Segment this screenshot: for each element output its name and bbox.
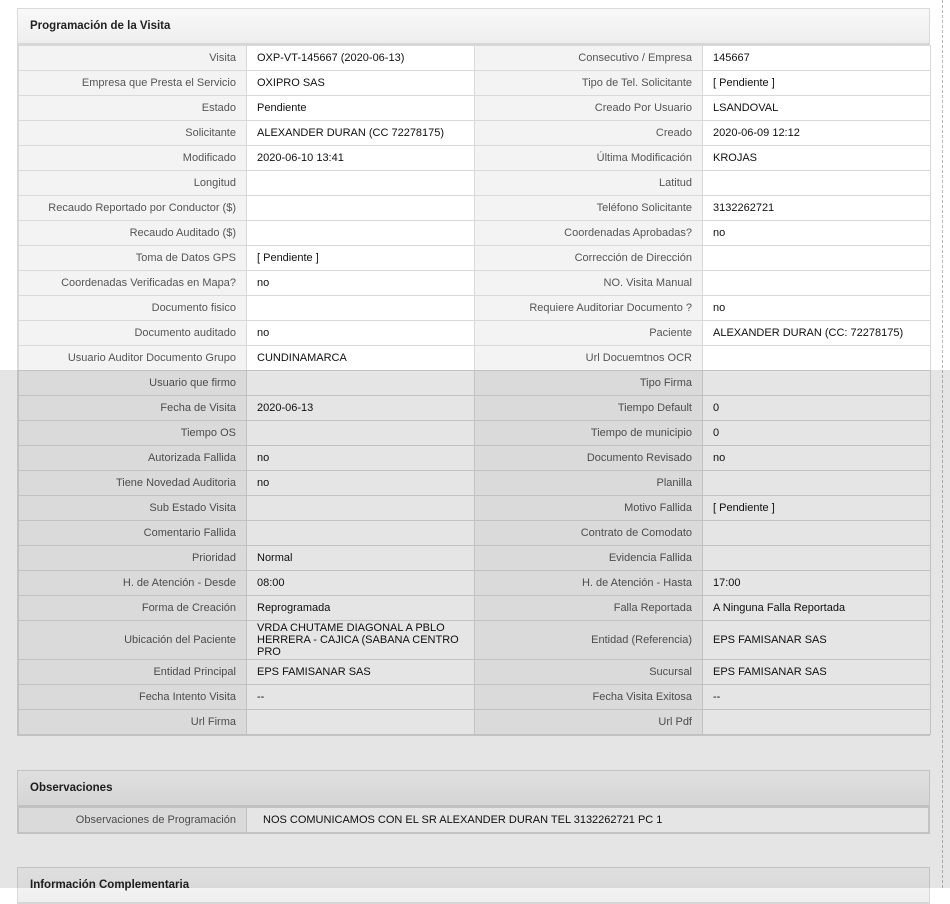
- field-value: no: [247, 271, 475, 296]
- field-value: no: [247, 321, 475, 346]
- field-label: Comentario Fallida: [19, 521, 247, 546]
- field-value: [247, 221, 475, 246]
- field-label: Creado Por Usuario: [475, 96, 703, 121]
- field-label: Documento Revisado: [475, 446, 703, 471]
- field-value: 0: [703, 396, 931, 421]
- field-label: Sucursal: [475, 660, 703, 685]
- field-label: H. de Atención - Desde: [19, 571, 247, 596]
- field-value: [703, 346, 931, 371]
- field-value: 2020-06-09 12:12: [703, 121, 931, 146]
- field-label: Recaudo Reportado por Conductor ($): [19, 196, 247, 221]
- field-label: Longitud: [19, 171, 247, 196]
- field-label: Autorizada Fallida: [19, 446, 247, 471]
- table-row: [19, 596, 931, 621]
- field-label: Tiene Novedad Auditoria: [19, 471, 247, 496]
- field-label: Url Firma: [19, 710, 247, 735]
- field-value: [703, 521, 931, 546]
- table-row: [19, 685, 931, 710]
- table-row: [19, 371, 931, 396]
- table-row: [19, 296, 931, 321]
- field-label: Tiempo OS: [19, 421, 247, 446]
- field-value: 17:00: [703, 571, 931, 596]
- field-value: Normal: [247, 546, 475, 571]
- field-value: --: [703, 685, 931, 710]
- table-row: [19, 46, 931, 71]
- field-value: [ Pendiente ]: [703, 71, 931, 96]
- field-value: [703, 171, 931, 196]
- field-label: Falla Reportada: [475, 596, 703, 621]
- field-value: no: [703, 296, 931, 321]
- field-value: A Ninguna Falla Reportada: [703, 596, 931, 621]
- field-value: [247, 171, 475, 196]
- field-value: no: [247, 446, 475, 471]
- field-value: [247, 421, 475, 446]
- panel-title: Información Complementaria: [18, 868, 929, 904]
- field-label: Coordenadas Verificadas en Mapa?: [19, 271, 247, 296]
- field-label: Fecha Intento Visita: [19, 685, 247, 710]
- field-label: NO. Visita Manual: [475, 271, 703, 296]
- field-value: no: [247, 471, 475, 496]
- field-value: no: [703, 446, 931, 471]
- table-row: [19, 710, 931, 735]
- table-row: [19, 521, 931, 546]
- field-value: --: [247, 685, 475, 710]
- table-row: [19, 171, 931, 196]
- field-label: Url Pdf: [475, 710, 703, 735]
- field-label: Prioridad: [19, 546, 247, 571]
- table-row: [19, 146, 931, 171]
- table-row: [19, 396, 931, 421]
- field-label: Sub Estado Visita: [19, 496, 247, 521]
- field-label: Coordenadas Aprobadas?: [475, 221, 703, 246]
- field-value: 2020-06-13: [247, 396, 475, 421]
- visit-schedule-panel: [17, 8, 930, 736]
- field-value: [ Pendiente ]: [703, 496, 931, 521]
- field-label: Entidad Principal: [19, 660, 247, 685]
- field-value: [247, 496, 475, 521]
- panel-title: Observaciones: [18, 771, 929, 807]
- field-label: Motivo Fallida: [475, 496, 703, 521]
- field-label: Fecha Visita Exitosa: [475, 685, 703, 710]
- field-value: 2020-06-10 13:41: [247, 146, 475, 171]
- field-value: ALEXANDER DURAN (CC 72278175): [247, 121, 475, 146]
- observations-table: [18, 807, 929, 833]
- field-value: [703, 271, 931, 296]
- field-label: Consecutivo / Empresa: [475, 46, 703, 71]
- table-row: [19, 221, 931, 246]
- table-row: [19, 321, 931, 346]
- field-label: Contrato de Comodato: [475, 521, 703, 546]
- field-label: Tiempo de municipio: [475, 421, 703, 446]
- field-value: [247, 196, 475, 221]
- table-row: [19, 246, 931, 271]
- field-value: LSANDOVAL: [703, 96, 931, 121]
- field-value: [703, 471, 931, 496]
- field-value: [ Pendiente ]: [247, 246, 475, 271]
- table-row: [19, 546, 931, 571]
- field-value: 0: [703, 421, 931, 446]
- field-label: Creado: [475, 121, 703, 146]
- field-label: Evidencia Fallida: [475, 546, 703, 571]
- field-label: Modificado: [19, 146, 247, 171]
- field-value: KROJAS: [703, 146, 931, 171]
- field-label: Tipo de Tel. Solicitante: [475, 71, 703, 96]
- field-value: Pendiente: [247, 96, 475, 121]
- page-edge-divider: [942, 0, 943, 888]
- field-label: Usuario Auditor Documento Grupo: [19, 346, 247, 371]
- field-value: EPS FAMISANAR SAS: [703, 660, 931, 685]
- field-label: Toma de Datos GPS: [19, 246, 247, 271]
- panel-title: Programación de la Visita: [18, 9, 929, 45]
- field-value: VRDA CHUTAME DIAGONAL A PBLO HERRERA - CAJICA (SABANA CENTRO PRO: [247, 621, 475, 660]
- table-row: [19, 496, 931, 521]
- field-label: Usuario que firmo: [19, 371, 247, 396]
- table-row: [19, 808, 929, 833]
- table-row: [19, 621, 931, 660]
- field-value: ALEXANDER DURAN (CC: 72278175): [703, 321, 931, 346]
- field-value: no: [703, 221, 931, 246]
- complementary-info-panel: [17, 867, 930, 904]
- visit-details-table: [18, 45, 931, 735]
- field-value: OXP-VT-145667 (2020-06-13): [247, 46, 475, 71]
- table-row: [19, 471, 931, 496]
- field-label: Forma de Creación: [19, 596, 247, 621]
- field-value: Reprogramada: [247, 596, 475, 621]
- table-row: [19, 71, 931, 96]
- field-label: Entidad (Referencia): [475, 621, 703, 660]
- table-row: [19, 660, 931, 685]
- table-row: [19, 271, 931, 296]
- field-value: 145667: [703, 46, 931, 71]
- field-value: 3132262721: [703, 196, 931, 221]
- field-value: OXIPRO SAS: [247, 71, 475, 96]
- field-label: Estado: [19, 96, 247, 121]
- field-label: Tiempo Default: [475, 396, 703, 421]
- field-label: Última Modificación: [475, 146, 703, 171]
- field-label: H. de Atención - Hasta: [475, 571, 703, 596]
- field-label: Documento auditado: [19, 321, 247, 346]
- field-label: Observaciones de Programación: [19, 808, 247, 833]
- field-value: [703, 371, 931, 396]
- observations-panel: [17, 770, 930, 834]
- field-value: EPS FAMISANAR SAS: [247, 660, 475, 685]
- field-value: [247, 521, 475, 546]
- field-value: [703, 710, 931, 735]
- field-label: Empresa que Presta el Servicio: [19, 71, 247, 96]
- field-value: [247, 710, 475, 735]
- field-value: 08:00: [247, 571, 475, 596]
- table-row: [19, 446, 931, 471]
- table-row: [19, 571, 931, 596]
- field-label: Corrección de Dirección: [475, 246, 703, 271]
- field-value: [247, 371, 475, 396]
- field-value: [247, 296, 475, 321]
- table-row: [19, 196, 931, 221]
- field-label: Planilla: [475, 471, 703, 496]
- field-value: EPS FAMISANAR SAS: [703, 621, 931, 660]
- table-row: [19, 346, 931, 371]
- field-label: Visita: [19, 46, 247, 71]
- field-label: Requiere Auditoriar Documento ?: [475, 296, 703, 321]
- field-label: Documento fisico: [19, 296, 247, 321]
- field-label: Tipo Firma: [475, 371, 703, 396]
- field-label: Ubicación del Paciente: [19, 621, 247, 660]
- table-row: [19, 96, 931, 121]
- field-label: Paciente: [475, 321, 703, 346]
- field-label: Teléfono Solicitante: [475, 196, 703, 221]
- field-value: [703, 246, 931, 271]
- field-value: CUNDINAMARCA: [247, 346, 475, 371]
- field-label: Solicitante: [19, 121, 247, 146]
- field-label: Fecha de Visita: [19, 396, 247, 421]
- field-value: NOS COMUNICAMOS CON EL SR ALEXANDER DURAN TEL 3132262721 PC 1: [247, 808, 929, 833]
- table-row: [19, 121, 931, 146]
- field-label: Latitud: [475, 171, 703, 196]
- table-row: [19, 421, 931, 446]
- field-label: Recaudo Auditado ($): [19, 221, 247, 246]
- field-label: Url Docuemtnos OCR: [475, 346, 703, 371]
- field-value: [703, 546, 931, 571]
